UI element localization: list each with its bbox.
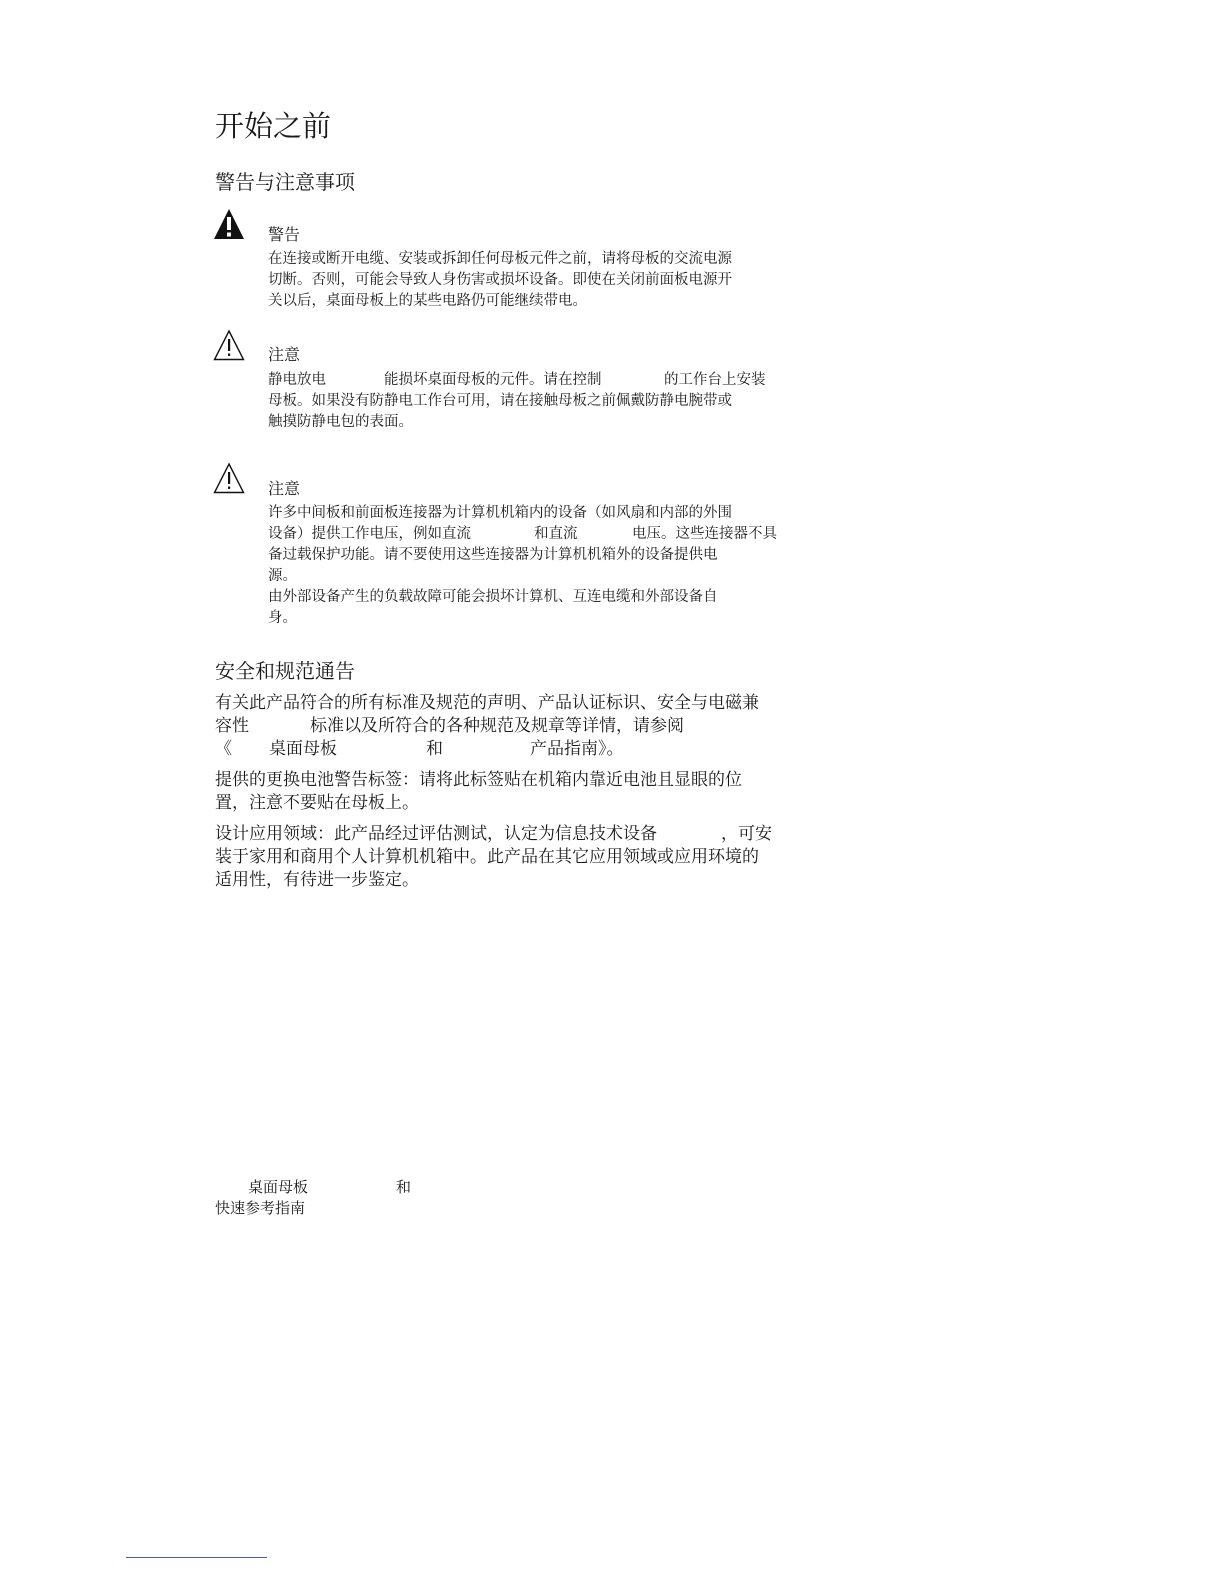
safety-para-line-part: 设计应用领域：此产品经过评估测试，认定为信息技术设备 (215, 824, 657, 844)
safety-para-line: 提供的更换电池警告标签：请将此标签贴在机箱内靠近电池且显眼的位 (215, 770, 742, 790)
section-heading-safety: 安全和规范通告 (215, 659, 355, 683)
safety-para-line: 适用性，有待进一步鉴定。 (215, 870, 419, 890)
safety-para-line-part: 《 (215, 739, 232, 759)
caution-line: 源。 (268, 568, 297, 584)
caution-line: 身。 (268, 610, 297, 626)
safety-para-line: 置，注意不要贴在母板上。 (215, 793, 419, 813)
caution-line: 许多中间板和前面板连接器为计算机机箱内的设备（如风扇和内部的外围 (268, 505, 732, 521)
caution-line-part: 和直流 (534, 526, 578, 542)
caution-line-part: 设备）提供工作电压，例如直流 (268, 526, 471, 542)
warning-line: 在连接或断开电缆、安装或拆卸任何母板元件之前，请将母板的交流电源 (268, 251, 732, 267)
caution-line: 由外部设备产生的负载故障可能会损坏计算机、互连电缆和外部设备自 (268, 589, 718, 605)
caution-outline-triangle-icon (213, 329, 245, 361)
section-heading-warnings: 警告与注意事项 (215, 170, 355, 194)
safety-para-line-part: 和 (426, 739, 443, 759)
caution-outline-triangle-icon (213, 462, 245, 494)
caution-line: 母板。如果没有防静电工作台可用，请在接触母板之前佩戴防静电腕带或 (268, 393, 732, 409)
caution-line: 备过载保护功能。请不要使用这些连接器为计算机机箱外的设备提供电 (268, 547, 718, 563)
safety-para-line-part: 标准以及所符合的各种规范及规章等详情，请参阅 (310, 716, 684, 736)
safety-para-line-part: ，可安 (721, 824, 772, 844)
page-title: 开始之前 (215, 109, 332, 143)
caution-line: 触摸防静电包的表面。 (268, 414, 413, 430)
footnote-fragment: 和 (396, 1178, 412, 1196)
warning-line: 关以后，桌面母板上的某些电路仍可能继续带电。 (268, 293, 587, 309)
caution-label: 注意 (268, 479, 301, 498)
caution-line-part: 的工作台上安装 (664, 372, 766, 388)
warning-label: 警告 (268, 225, 301, 244)
caution-label: 注意 (268, 345, 301, 364)
safety-para-line-part: 产品指南》。 (530, 739, 624, 759)
footnote-fragment: 桌面母板 (248, 1178, 309, 1196)
warning-filled-triangle-icon (213, 208, 245, 240)
caution-line-part: 电压。这些连接器不具 (632, 526, 777, 542)
warning-line: 切断。否则，可能会导致人身伤害或损坏设备。即使在关闭前面板电源开 (268, 272, 732, 288)
footnote-fragment: 快速参考指南 (215, 1199, 306, 1217)
safety-para-line-part: 桌面母板 (269, 739, 337, 759)
safety-para-line-part: 容性 (215, 716, 249, 736)
footnote-separator (126, 1557, 267, 1558)
caution-line-part: 静电放电 (268, 372, 326, 388)
safety-para-line: 装于家用和商用个人计算机机箱中。此产品在其它应用领域或应用环境的 (215, 847, 759, 867)
safety-para-line: 有关此产品符合的所有标准及规范的声明、产品认证标识、安全与电磁兼 (215, 693, 759, 713)
caution-line-part: 能损坏桌面母板的元件。请在控制 (384, 372, 602, 388)
